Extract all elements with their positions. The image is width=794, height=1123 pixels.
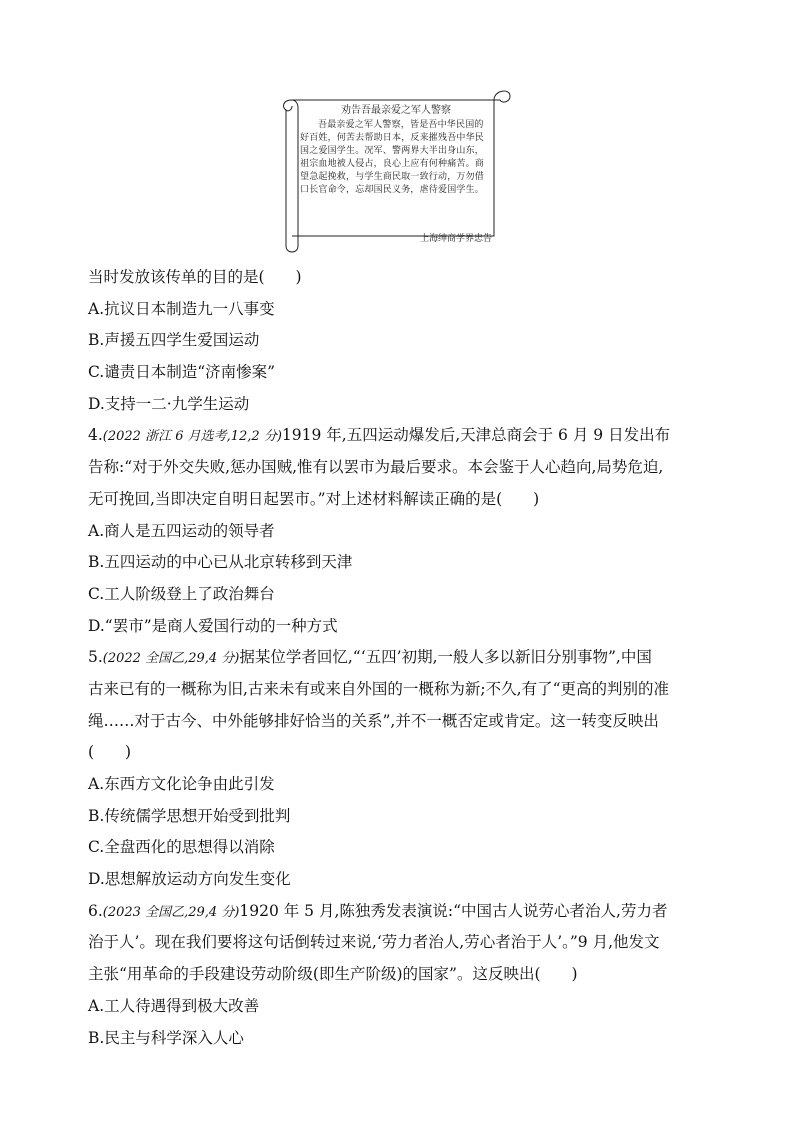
q5-option-d[interactable]: D.思想解放运动方向发生变化: [88, 870, 291, 889]
leaflet-signature: 上海绅商学界忠告: [419, 234, 492, 244]
q5-number: 5.: [88, 648, 103, 667]
q5-line-2: 古来已有的一概称为旧,古来未有或来自外国的一概称为新;不久,有了“更高的判别的准: [88, 679, 670, 698]
q4-first-rest: 1919 年,五四运动爆发后,天津总商会于 6 月 9 日发出布: [281, 426, 671, 445]
question-content: [88, 262, 718, 1054]
q6-option-a[interactable]: A.工人待遇得到极大改善: [88, 996, 260, 1015]
q3-option-b[interactable]: B.声援五四学生爱国运动: [88, 331, 260, 350]
leaflet-text: [300, 104, 492, 244]
q6-line-3: 主张“用革命的手段建设劳动阶级(即生产阶级)的国家”。这反映出( ): [88, 965, 578, 984]
q4-source: (2022 浙江 6 月选考,12,2 分): [102, 429, 282, 445]
q3-option-a[interactable]: A.抗议日本制造九一八事变: [88, 299, 275, 318]
q5-source: (2022 全国乙,29,4 分): [102, 651, 240, 667]
q6-source: (2023 全国乙,29,4 分): [102, 904, 240, 920]
q6-first-rest: 1920 年 5 月,陈独秀发表演说:“中国古人说劳心者治人,劳力者: [239, 901, 668, 920]
q4-number: 4.: [88, 426, 103, 445]
q4-line-2: 告称:“对于外交失败,惩办国贼,惟有以罢市为最后要求。本会鉴于人心趋向,局势危迫,: [88, 458, 664, 477]
q5-option-b[interactable]: B.传统儒学思想开始受到批判: [88, 806, 291, 825]
q3-option-c[interactable]: C.谴责日本制造“济南惨案”: [88, 363, 276, 382]
q5-line-4: ( ): [88, 743, 132, 762]
leaflet-body: 吾最亲爱之军人警察，皆是吾中华民国的好百姓，何苦去帮助日本，反来摧残吾中华民国之爱国学生。况军、警两界大半出身山东，祖宗血地被人侵占，良心上应有何种痛苦。商望急起挽救，与学生商民取一致行动，万勿借口长官命令，忘却国民义务，虐待爱国学生。: [300, 120, 485, 195]
q4-option-a[interactable]: A.商人是五四运动的领导者: [88, 521, 275, 540]
q6-option-b[interactable]: B.民主与科学深入人心: [88, 1028, 244, 1047]
q5-option-a[interactable]: A.东西方文化论争由此引发: [88, 775, 275, 793]
q4-option-c[interactable]: C.工人阶级登上了政治舞台: [88, 584, 275, 603]
q4-option-b[interactable]: B.五四运动的中心已从北京转移到天津: [88, 553, 353, 572]
q4-line-1: [88, 420, 718, 452]
q5-line-1: [88, 642, 718, 674]
q5-line-3: 绳……对于古今、中外能够排好恰当的关系”,并不一概否定或肯定。这一转变反映出: [88, 711, 659, 730]
q5-option-c[interactable]: C.全盘西化的思想得以消除: [88, 838, 275, 857]
q6-line-2: 治于人’。现在我们要将这句话倒转过来说,‘劳力者治人,劳心者治于人’。”9 月,他发文: [88, 933, 660, 952]
q3-option-d[interactable]: D.支持一二·九学生运动: [88, 394, 250, 413]
leaflet-title: 劝告吾最亲爱之军人警察: [341, 105, 451, 116]
q6-number: 6.: [88, 901, 103, 920]
q3-stem: 当时发放该传单的目的是( ): [88, 268, 302, 286]
q5-first-rest: 据某位学者回忆,“‘五四’初期,一般人多以新旧分别事物”,中国: [239, 648, 652, 667]
q4-line-3: 无可挽回,当即决定自明日起罢市。”对上述材料解读正确的是( ): [88, 489, 540, 508]
q4-option-d[interactable]: D.“罢市”是商人爱国行动的一种方式: [88, 616, 338, 635]
leaflet-scroll-figure: [280, 86, 514, 254]
q6-line-1: [88, 896, 718, 928]
